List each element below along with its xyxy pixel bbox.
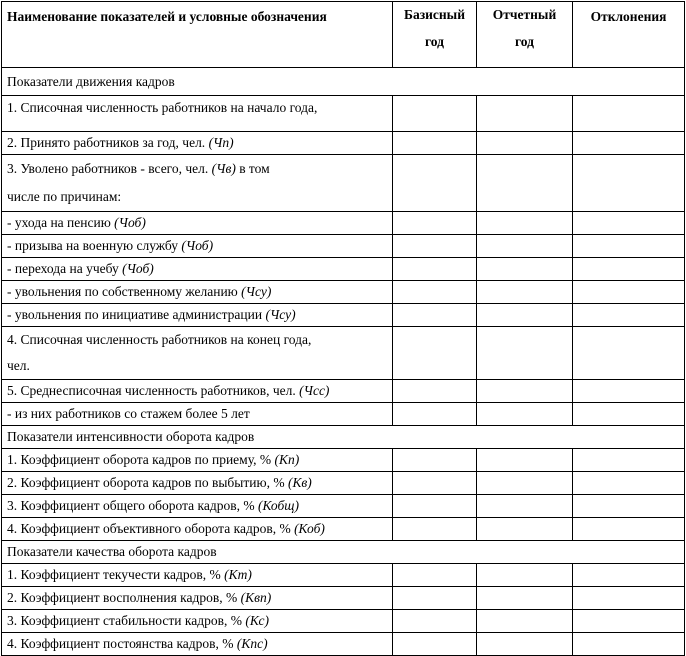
row-symbol: (Чп) [208, 135, 234, 150]
cell-deviation [573, 564, 685, 587]
cell-base [393, 304, 477, 327]
row-label [2, 403, 393, 426]
row-text: 2. Принято работников за год, чел. [7, 135, 209, 150]
cell-report [477, 304, 573, 327]
row-text: 1. Коэффициент оборота кадров по приему, % [7, 452, 275, 467]
table-row [2, 258, 685, 281]
row-symbol: (Чсу) [265, 307, 296, 322]
cell-deviation [573, 633, 685, 656]
section-row [2, 68, 685, 96]
row-symbol: (Кп) [274, 452, 300, 467]
table-row [2, 403, 685, 426]
cell-report [477, 96, 573, 132]
row-text: 5. Среднесписочная численность работников, чел. [7, 383, 300, 398]
row-label [2, 610, 393, 633]
cell-report [477, 403, 573, 426]
table-row [2, 472, 685, 495]
section-row [2, 426, 685, 449]
row-text: - перехода на учебу [7, 261, 123, 276]
cell-deviation [573, 610, 685, 633]
row-label [2, 304, 393, 327]
header-base-year [393, 2, 477, 68]
row-text: 3. Коэффициент общего оборота кадров, % [7, 498, 258, 513]
row-text-cont: в том [235, 161, 270, 176]
row-symbol: (Кс) [245, 613, 269, 628]
table-row [2, 610, 685, 633]
row-label [2, 633, 393, 656]
cell-base [393, 610, 477, 633]
cell-report [477, 633, 573, 656]
row-label [2, 449, 393, 472]
table-row [2, 380, 685, 403]
row-label [2, 281, 393, 304]
section-title: Показатели качества оборота кадров [2, 541, 685, 564]
table-row [2, 304, 685, 327]
cell-deviation [573, 235, 685, 258]
table-row [2, 235, 685, 258]
row-text-line2: чел. [7, 358, 30, 373]
cell-deviation [573, 281, 685, 304]
row-symbol: (Чсс) [299, 383, 330, 398]
cell-base [393, 495, 477, 518]
row-label [2, 212, 393, 235]
row-label [2, 96, 393, 132]
hr-indicators-table [1, 1, 685, 656]
table-row [2, 495, 685, 518]
cell-deviation [573, 403, 685, 426]
section-row [2, 541, 685, 564]
cell-base [393, 212, 477, 235]
header-indicator-name: Наименование показателей и условные обозначения [2, 2, 393, 68]
table-row [2, 564, 685, 587]
row-label [2, 564, 393, 587]
row-symbol: (Чоб) [122, 261, 154, 276]
cell-base [393, 518, 477, 541]
cell-deviation [573, 212, 685, 235]
cell-base [393, 235, 477, 258]
row-label [2, 495, 393, 518]
row-text: 4. Списочная численность работников на конец года, [7, 332, 312, 347]
row-text: 1. Списочная численность работников на начало года, [7, 100, 318, 115]
row-text: - увольнения по инициативе администрации [7, 307, 266, 322]
row-symbol: (Чоб) [181, 238, 214, 253]
cell-report [477, 327, 573, 380]
cell-base [393, 472, 477, 495]
row-text: - призыва на военную службу [7, 238, 182, 253]
header-report-year-line2: год [515, 34, 534, 49]
cell-base [393, 132, 477, 155]
cell-report [477, 472, 573, 495]
row-text: - ухода на пенсию [7, 215, 115, 230]
cell-report [477, 495, 573, 518]
cell-report [477, 235, 573, 258]
row-label [2, 380, 393, 403]
table-row [2, 212, 685, 235]
row-label [2, 587, 393, 610]
row-symbol: (Кт) [224, 567, 252, 582]
cell-deviation [573, 380, 685, 403]
cell-deviation [573, 155, 685, 212]
cell-report [477, 212, 573, 235]
row-symbol: (Чв) [211, 161, 236, 176]
row-label [2, 472, 393, 495]
row-label [2, 132, 393, 155]
row-symbol: (Чсу) [241, 284, 272, 299]
table-row [2, 518, 685, 541]
table-row [2, 587, 685, 610]
row-symbol: (Коб) [294, 521, 325, 536]
row-symbol: (Чоб) [114, 215, 146, 230]
row-text: 3. Коэффициент стабильности кадров, % [7, 613, 246, 628]
row-label [2, 327, 393, 380]
cell-report [477, 449, 573, 472]
row-text: - увольнения по собственному желанию [7, 284, 242, 299]
row-text-line2: числе по причинам: [7, 189, 122, 204]
cell-report [477, 518, 573, 541]
cell-report [477, 155, 573, 212]
cell-report [477, 132, 573, 155]
cell-deviation [573, 587, 685, 610]
cell-base [393, 155, 477, 212]
table-row [2, 449, 685, 472]
section-title: Показатели движения кадров [2, 68, 685, 96]
cell-deviation [573, 518, 685, 541]
table-row [2, 281, 685, 304]
row-text: 4. Коэффициент объективного оборота кадров, % [7, 521, 295, 536]
table-row [2, 155, 685, 212]
cell-deviation [573, 304, 685, 327]
table-body [2, 68, 685, 656]
row-text: 2. Коэффициент восполнения кадров, % [7, 590, 241, 605]
cell-base [393, 587, 477, 610]
table-row [2, 633, 685, 656]
cell-deviation [573, 327, 685, 380]
cell-deviation [573, 96, 685, 132]
row-text: 4. Коэффициент постоянства кадров, % [7, 636, 237, 651]
row-label [2, 518, 393, 541]
row-text: 3. Уволено работников - всего, чел. [7, 161, 212, 176]
row-text: 1. Коэффициент текучести кадров, % [7, 567, 225, 582]
cell-deviation [573, 472, 685, 495]
header-report-year [477, 2, 573, 68]
cell-base [393, 380, 477, 403]
cell-report [477, 281, 573, 304]
row-label [2, 155, 393, 212]
cell-base [393, 403, 477, 426]
cell-deviation [573, 258, 685, 281]
cell-report [477, 610, 573, 633]
section-title: Показатели интенсивности оборота кадров [2, 426, 685, 449]
cell-report [477, 587, 573, 610]
header-base-year-line2: год [425, 34, 444, 49]
row-text: - из них работников со стажем более 5 лет [7, 406, 250, 421]
row-label [2, 235, 393, 258]
cell-base [393, 327, 477, 380]
table-row [2, 327, 685, 380]
row-label [2, 258, 393, 281]
cell-base [393, 449, 477, 472]
row-symbol: (Кв) [287, 475, 312, 490]
row-symbol: (Квп) [240, 590, 272, 605]
cell-base [393, 281, 477, 304]
cell-report [477, 564, 573, 587]
cell-base [393, 564, 477, 587]
row-symbol: (Кобщ) [257, 498, 299, 513]
cell-deviation [573, 495, 685, 518]
cell-base [393, 96, 477, 132]
header-deviation: Отклонения [573, 2, 685, 68]
row-text: 2. Коэффициент оборота кадров по выбытию, % [7, 475, 288, 490]
header-report-year-line1: Отчетный [492, 7, 557, 22]
cell-base [393, 633, 477, 656]
cell-deviation [573, 132, 685, 155]
cell-deviation [573, 449, 685, 472]
header-base-year-line1: Базисный [404, 7, 465, 22]
cell-report [477, 380, 573, 403]
cell-report [477, 258, 573, 281]
table-row [2, 96, 685, 132]
table-row [2, 132, 685, 155]
row-symbol: (Кпс) [236, 636, 268, 651]
cell-base [393, 258, 477, 281]
